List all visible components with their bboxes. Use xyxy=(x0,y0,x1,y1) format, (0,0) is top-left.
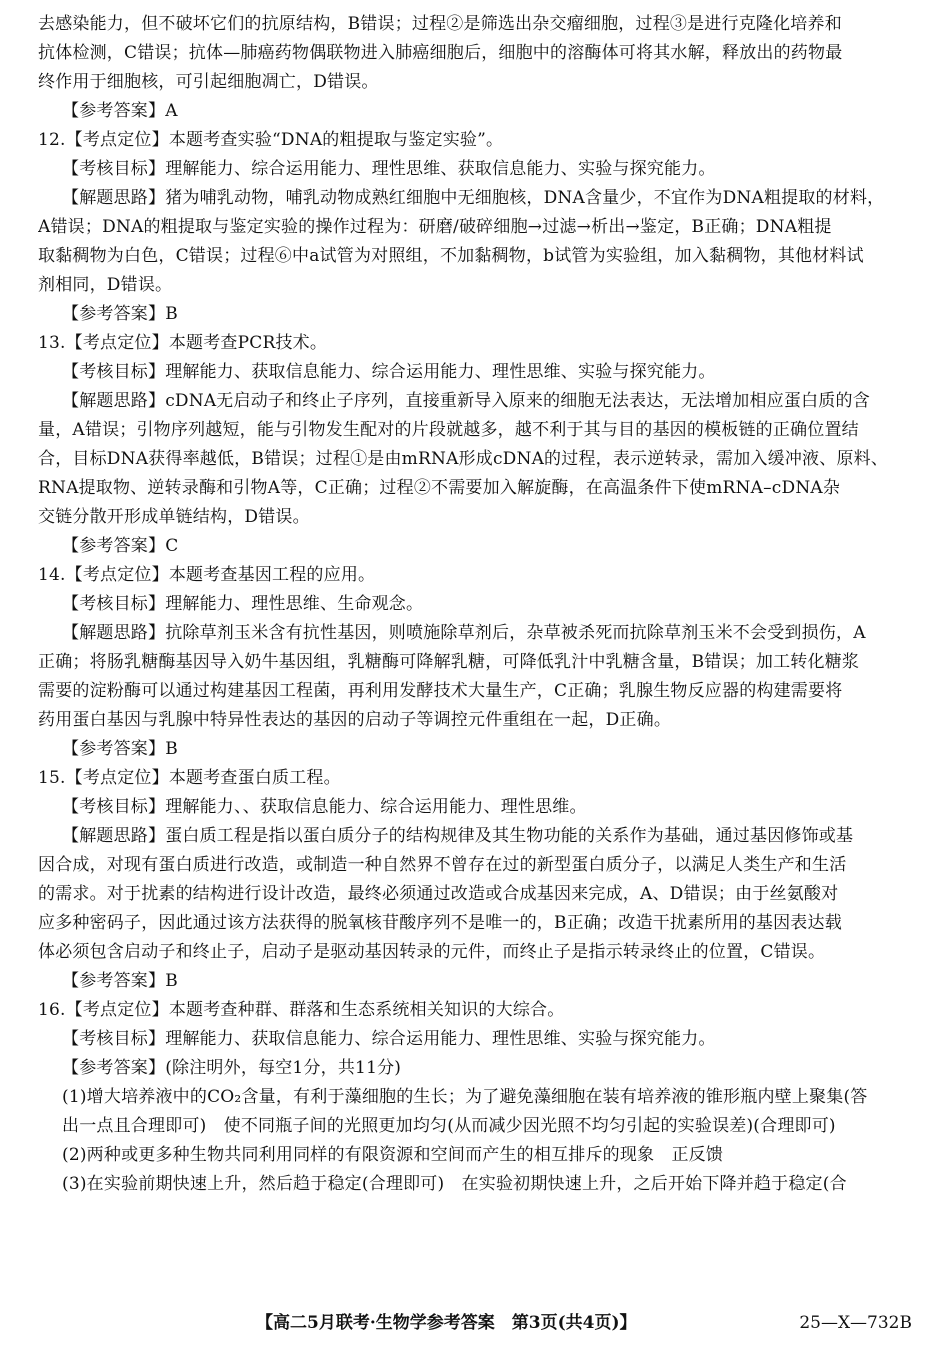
text-line: 12.【考点定位】本题考查实验“DNA的粗提取与鉴定实验”。 xyxy=(38,130,504,150)
text-line: 【考核目标】理解能力、综合运用能力、理性思维、获取信息能力、实验与探究能力。 xyxy=(62,159,716,179)
text-line: 出一点且合理即可) 使不同瓶子间的光照更加均匀(从而减少因光照不均匀引起的实验误差)(合理即可) xyxy=(62,1116,836,1136)
text-line: 【参考答案】C xyxy=(62,536,179,556)
text-line: (3)在实验前期快速上升，然后趋于稳定(合理即可) 在实验初期快速上升，之后开始下降并趋于稳定(合 xyxy=(62,1174,847,1194)
text-line: 【考核目标】理解能力、获取信息能力、综合运用能力、理性思维、实验与探究能力。 xyxy=(62,1029,716,1049)
text-line: 【参考答案】B xyxy=(62,304,178,324)
text-line: 【参考答案】B xyxy=(62,739,178,759)
text-line: (1)增大培养液中的CO₂含量，有利于藻细胞的生长；为了避免藻细胞在装有培养液的锥形瓶内壁上聚集(答 xyxy=(62,1087,868,1107)
text-line: 的需求。对于扰素的结构进行设计改造，最终必须通过改造或合成基因来完成，A、D错误；由于丝氨酸对 xyxy=(38,884,839,904)
text-line: 因合成，对现有蛋白质进行改造，或制造一种自然界不曾存在过的新型蛋白质分子，以满足人类生产和生活 xyxy=(38,855,847,875)
text-line: (2)两种或更多种生物共同利用同样的有限资源和空间而产生的相互排斥的现象 正反馈 xyxy=(62,1145,724,1165)
text-line: 16.【考点定位】本题考查种群、群落和生态系统相关知识的大综合。 xyxy=(38,1000,565,1020)
text-line: 抗体检测，C错误；抗体—肺癌药物偶联物进入肺癌细胞后，细胞中的溶酶体可将其水解，释放出的药物最 xyxy=(38,43,843,63)
text-line: 体必须包含启动子和终止子，启动子是驱动基因转录的元件，而终止子是指示转录终止的位置，C错误。 xyxy=(38,942,826,962)
text-line: 【考核目标】理解能力、理性思维、生命观念。 xyxy=(62,594,424,614)
text-line: 【解题思路】蛋白质工程是指以蛋白质分子的结构规律及其生物功能的关系作为基础，通过基因修饰或基 xyxy=(62,826,854,846)
text-line: 【考核目标】理解能力、获取信息能力、综合运用能力、理性思维、实验与探究能力。 xyxy=(62,362,716,382)
text-line: 正确；将肠乳糖酶基因导入奶牛基因组，乳糖酶可降解乳糖，可降低乳汁中乳糖含量，B错误；加工转化糖浆 xyxy=(38,652,860,672)
answer-text-body xyxy=(38,10,912,1199)
text-line: 药用蛋白基因与乳腺中特异性表达的基因的启动子等调控元件重组在一起，D正确。 xyxy=(38,710,672,730)
text-line: 取黏稠物为白色，C错误；过程⑥中a试管为对照组，不加黏稠物，b试管为实验组，加入黏稠物，其他材料试 xyxy=(38,246,864,266)
text-line: 应多种密码子，因此通过该方法获得的脱氧核苷酸序列不是唯一的，B正确；改造干扰素所用的基因表达载 xyxy=(38,913,842,933)
footer-code: 25—X—732B xyxy=(799,1313,912,1333)
text-line: 【参考答案】(除注明外，每空1分，共11分) xyxy=(62,1058,402,1078)
text-line: 【解题思路】抗除草剂玉米含有抗性基因，则喷施除草剂后，杂草被杀死而抗除草剂玉米不会受到损伤，A xyxy=(62,623,866,643)
text-line: 13.【考点定位】本题考查PCR技术。 xyxy=(38,333,328,353)
text-line: RNA提取物、逆转录酶和引物A等，C正确；过程②不需要加入解旋酶，在高温条件下使mRNA–cDNA杂 xyxy=(38,478,841,498)
text-line: 去感染能力，但不破坏它们的抗原结构，B错误；过程②是筛选出杂交瘤细胞，过程③是进行克隆化培养和 xyxy=(38,14,842,34)
text-line: 【考核目标】理解能力、、获取信息能力、综合运用能力、理性思维。 xyxy=(62,797,587,817)
text-line: 终作用于细胞核，可引起细胞凋亡，D错误。 xyxy=(38,72,379,92)
text-line: 【解题思路】cDNA无启动子和终止子序列，直接重新导入原来的细胞无法表达，无法增加相应蛋白质的含 xyxy=(62,391,870,411)
text-line: 【解题思路】猪为哺乳动物，哺乳动物成熟红细胞中无细胞核，DNA含量少，不宜作为DNA粗提取的材料， xyxy=(62,188,885,208)
footer-title: 【高二5月联考·生物学参考答案 第3页(共4页)】 xyxy=(256,1313,637,1333)
text-line: 14.【考点定位】本题考查基因工程的应用。 xyxy=(38,565,376,585)
text-line: A错误；DNA的粗提取与鉴定实验的操作过程为：研磨/破碎细胞→过滤→析出→鉴定，B正确；DNA粗提 xyxy=(38,217,832,237)
text-line: 需要的淀粉酶可以通过构建基因工程菌，再利用发酵技术大量生产，C正确；乳腺生物反应器的构建需要将 xyxy=(38,681,843,701)
text-line: 合，目标DNA获得率越低，B错误；过程①是由mRNA形成cDNA的过程，表示逆转录，需加入缓冲液、原料、 xyxy=(38,449,889,469)
text-line: 15.【考点定位】本题考查蛋白质工程。 xyxy=(38,768,341,788)
text-line: 交链分散开形成单链结构，D错误。 xyxy=(38,507,310,527)
text-line: 【参考答案】A xyxy=(62,101,178,121)
text-line: 剂相同，D错误。 xyxy=(38,275,173,295)
text-line: 【参考答案】B xyxy=(62,971,178,991)
page-footer xyxy=(0,1309,950,1337)
text-line: 量，A错误；引物序列越短，能与引物发生配对的片段就越多，越不利于其与目的基因的模板链的正确位置结 xyxy=(38,420,859,440)
